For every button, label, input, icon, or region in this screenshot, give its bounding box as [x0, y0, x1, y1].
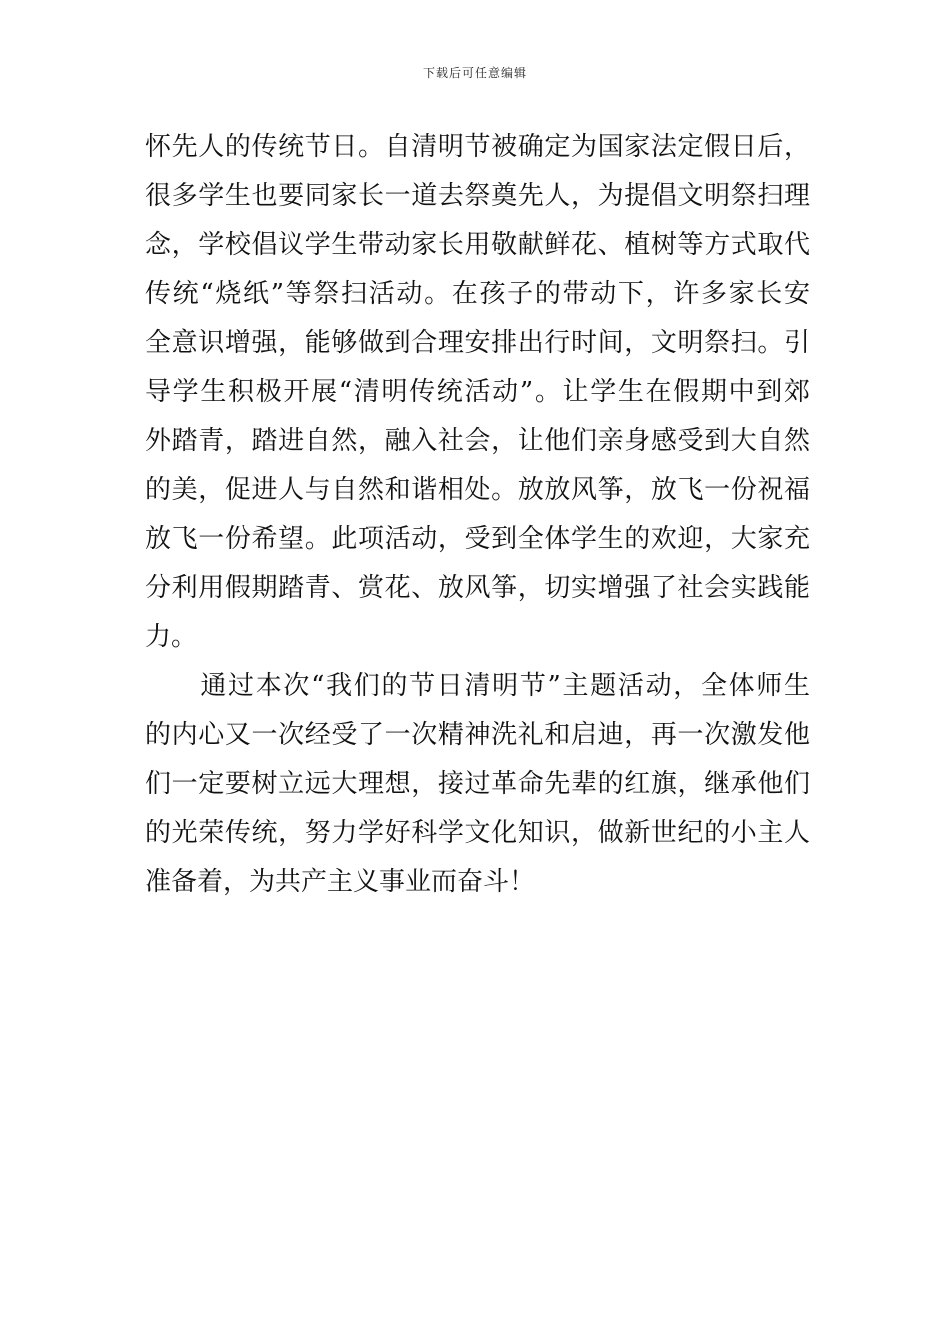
text-line: 的美，促进人与自然和谐相处。放放风筝，放飞一份祝福: [145, 475, 810, 505]
body-text: [145, 123, 810, 907]
text-line: 准备着，为共产主义事业而奋斗！: [145, 867, 536, 897]
text-line: 很多学生也要同家长一道去祭奠先人，为提倡文明祭扫理: [145, 181, 810, 211]
text-line: 们一定要树立远大理想，接过革命先辈的红旗，继承他们: [145, 769, 810, 799]
text-line: 怀先人的传统节日。自清明节被确定为国家法定假日后，: [145, 132, 810, 162]
text-line: 放飞一份希望。此项活动，受到全体学生的欢迎，大家充: [145, 524, 810, 554]
text-line: 传统“烧纸”等祭扫活动。在孩子的带动下，许多家长安: [145, 279, 810, 309]
text-line: 的光荣传统，努力学好科学文化知识，做新世纪的小主人: [145, 818, 810, 848]
text-line: 全意识增强，能够做到合理安排出行时间，文明祭扫。引: [145, 328, 810, 358]
paragraph-2: [145, 662, 810, 907]
text-line: 通过本次“我们的节日清明节”主题活动，全体师生: [145, 671, 810, 701]
paragraph-1: [145, 123, 810, 662]
text-line: 外踏青，踏进自然，融入社会，让他们亲身感受到大自然: [145, 426, 810, 456]
text-line: 念，学校倡议学生带动家长用敬献鲜花、植树等方式取代: [145, 230, 810, 260]
text-line: 分利用假期踏青、赏花、放风筝，切实增强了社会实践能: [145, 573, 810, 603]
text-line: 力。: [145, 622, 198, 652]
text-line: 的内心又一次经受了一次精神洗礼和启迪，再一次激发他: [145, 720, 810, 750]
header-note: 下载后可任意编辑: [422, 66, 527, 80]
text-line: 导学生积极开展“清明传统活动”。让学生在假期中到郊: [145, 377, 810, 407]
